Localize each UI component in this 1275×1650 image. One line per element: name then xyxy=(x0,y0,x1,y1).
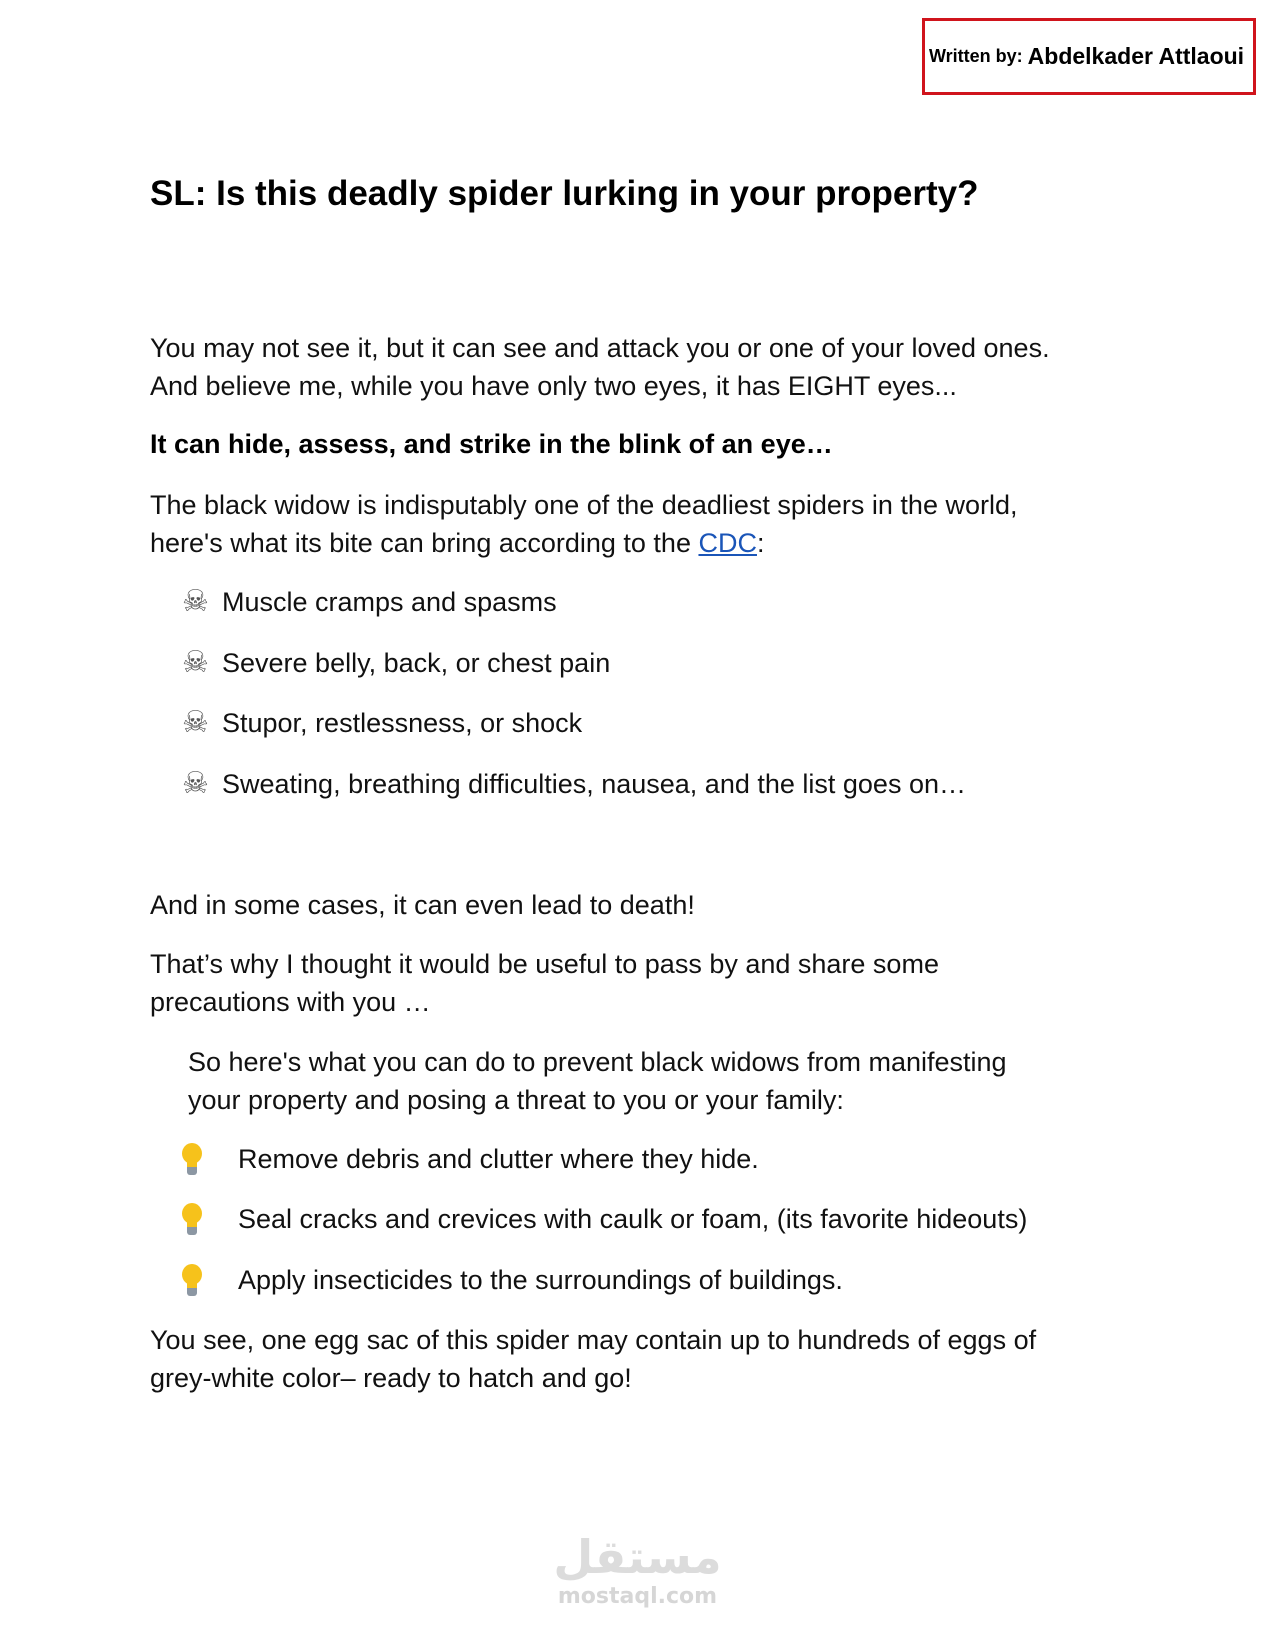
cdc-line-1: The black widow is indisputably one of the deadliest spiders in the world, xyxy=(150,490,1018,520)
tip-item xyxy=(176,1200,1027,1238)
skull-and-crossbones-icon: ☠ xyxy=(182,766,209,801)
skull-and-crossbones-icon: ☠ xyxy=(182,645,209,680)
article-title: SL: Is this deadly spider lurking in your property? xyxy=(150,174,979,213)
skull-and-crossbones-icon: ☠ xyxy=(182,584,209,619)
cdc-paragraph xyxy=(150,486,1150,562)
tip-text: Apply insecticides to the surroundings of buildings. xyxy=(238,1265,843,1295)
tip-text: Remove debris and clutter where they hide. xyxy=(238,1144,759,1174)
watermark-latin: mostaql.com xyxy=(557,1584,718,1609)
hook-line: It can hide, assess, and strike in the blink of an eye… xyxy=(150,429,833,459)
intro-line-2: And believe me, while you have only two eyes, it has EIGHT eyes... xyxy=(150,371,957,401)
skull-and-crossbones-icon: ☠ xyxy=(182,705,209,740)
tip-text: Seal cracks and crevices with caulk or foam, (its favorite hideouts) xyxy=(238,1204,1028,1234)
light-bulb-icon xyxy=(176,1202,238,1236)
why-paragraph xyxy=(150,945,1150,1021)
author-prefix: Written by: xyxy=(929,46,1023,66)
why-line-1: That’s why I thought it would be useful to pass by and share some xyxy=(150,949,939,979)
intro-line-1: You may not see it, but it can see and attack you or one of your loved ones. xyxy=(150,333,1050,363)
watermark-arabic: مستقل xyxy=(553,1530,722,1584)
symptom-item xyxy=(182,704,582,742)
light-bulb-icon xyxy=(176,1142,238,1176)
watermark xyxy=(0,1532,1275,1609)
why-line-2: precautions with you … xyxy=(150,987,431,1017)
intro-paragraph xyxy=(150,329,1150,405)
symptom-item xyxy=(182,765,966,803)
closing-line-1: You see, one egg sac of this spider may contain up to hundreds of eggs of xyxy=(150,1325,1037,1355)
tip-item xyxy=(176,1140,759,1178)
prevention-intro-line-1: So here's what you can do to prevent black widows from manifesting xyxy=(188,1047,1007,1077)
death-line: And in some cases, it can even lead to death! xyxy=(150,890,695,920)
symptom-text: Sweating, breathing difficulties, nausea, and the list goes on… xyxy=(222,769,966,799)
prevention-intro xyxy=(188,1043,1148,1119)
closing-paragraph xyxy=(150,1321,1150,1397)
symptom-item xyxy=(182,644,610,682)
cdc-colon: : xyxy=(756,528,765,558)
symptom-item xyxy=(182,583,557,621)
closing-line-2: grey-white color– ready to hatch and go! xyxy=(150,1363,632,1393)
symptom-text: Muscle cramps and spasms xyxy=(222,587,557,617)
cdc-line-2 xyxy=(150,528,764,558)
author-box xyxy=(922,18,1256,95)
cdc-line-2-text: here's what its bite can bring according to the xyxy=(150,528,699,558)
author-name: Abdelkader Attlaoui xyxy=(1027,43,1245,69)
symptom-text: Stupor, restlessness, or shock xyxy=(222,708,583,738)
tip-item xyxy=(176,1261,843,1299)
symptom-text: Severe belly, back, or chest pain xyxy=(222,648,611,678)
light-bulb-icon xyxy=(176,1263,238,1297)
cdc-link[interactable]: CDC xyxy=(698,528,757,558)
prevention-intro-line-2: your property and posing a threat to you or your family: xyxy=(188,1085,844,1115)
